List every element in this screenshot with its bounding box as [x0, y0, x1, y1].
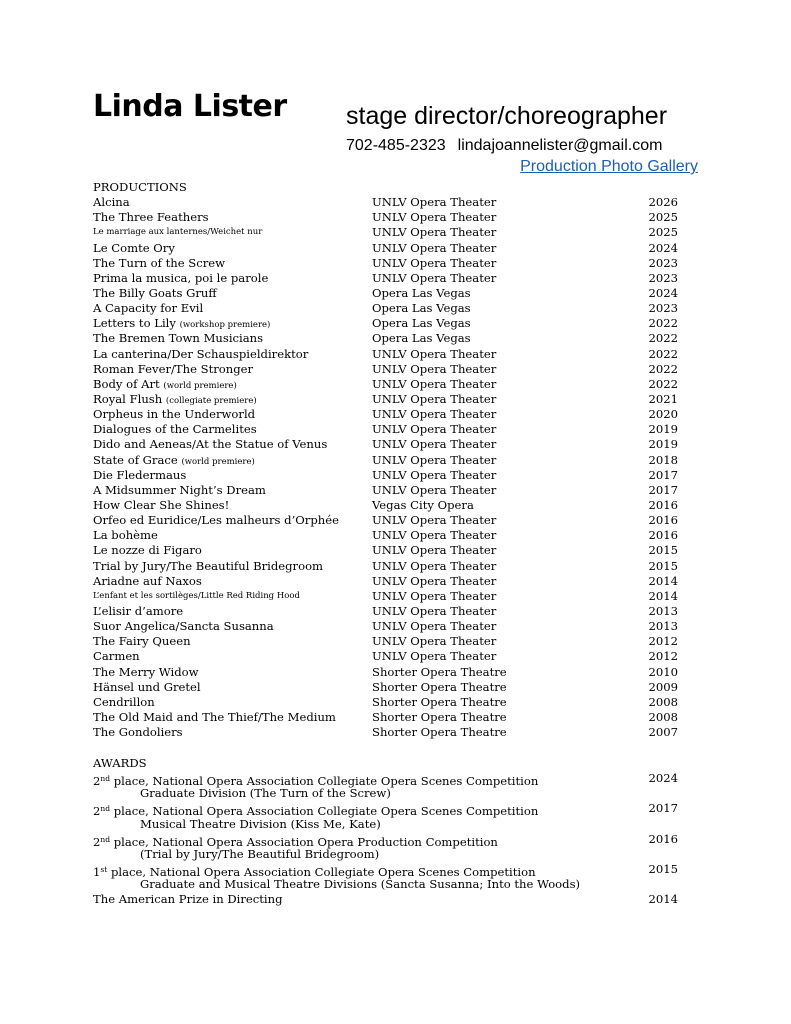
production-year: 2019 [648, 437, 678, 452]
award-year: 2017 [648, 801, 678, 816]
award-detail-row [93, 786, 693, 801]
production-year: 2025 [648, 225, 678, 240]
production-company: UNLV Opera Theater [372, 255, 497, 270]
production-company: UNLV Opera Theater [372, 452, 497, 467]
production-title [93, 407, 255, 422]
production-company: Shorter Opera Theatre [372, 709, 507, 724]
award-place-suffix: st [100, 864, 108, 874]
production-title-text: Dido and Aeneas/At the Statue of Venus [93, 437, 328, 452]
production-row [93, 407, 693, 422]
award-title [93, 892, 283, 907]
production-title-text: The Gondoliers [93, 725, 183, 740]
production-title [93, 483, 266, 498]
production-title-text: La bohème [93, 528, 158, 543]
production-title-text: Le nozze di Figaro [93, 543, 202, 558]
production-title-text: Cendrillon [93, 694, 155, 709]
production-note: (collegiate premiere) [165, 395, 257, 406]
production-title [93, 725, 183, 740]
production-row [93, 710, 693, 725]
award-year: 2024 [648, 771, 678, 786]
production-title-text: La canterina/Der Schauspieldirektor [93, 346, 309, 361]
production-row [93, 619, 693, 634]
production-title-text: The Merry Widow [93, 664, 199, 679]
production-year: 2023 [648, 301, 678, 316]
production-year: 2015 [648, 558, 678, 573]
production-year: 2007 [648, 725, 678, 740]
awards-list [93, 771, 693, 907]
production-company: UNLV Opera Theater [372, 391, 497, 406]
award-place-suffix: nd [100, 834, 111, 844]
production-title-text: The Old Maid and The Thief/The Medium [93, 709, 336, 724]
award-detail-row [93, 847, 693, 862]
email-address[interactable]: lindajoannelister@gmail.com [457, 137, 663, 154]
production-title [93, 513, 339, 528]
production-title-text: L’enfant et les sortilèges/Little Red Riding Hood [93, 590, 300, 601]
production-year: 2022 [648, 346, 678, 361]
production-title-text: The Three Feathers [93, 210, 209, 225]
production-year: 2017 [648, 482, 678, 497]
production-row [93, 331, 693, 346]
production-title-text: Die Fledermaus [93, 467, 187, 482]
award-text: The American Prize in Directing [93, 892, 283, 907]
production-note: (world premiere) [181, 456, 255, 467]
production-title [93, 362, 253, 377]
production-title [93, 331, 263, 346]
award-year: 2014 [648, 892, 678, 907]
production-row [93, 362, 693, 377]
productions-heading: PRODUCTIONS [93, 180, 187, 194]
production-company: UNLV Opera Theater [372, 240, 497, 255]
productions-section [93, 180, 693, 740]
production-title-text: Alcina [93, 195, 130, 210]
production-row [93, 483, 693, 498]
production-company: Vegas City Opera [372, 497, 474, 512]
production-title [93, 649, 140, 664]
production-row [93, 634, 693, 649]
production-row [93, 528, 693, 543]
production-title [93, 256, 225, 271]
production-title [93, 695, 155, 710]
production-title-text: Royal Flush [93, 391, 163, 406]
award-detail-row [93, 877, 693, 892]
production-title [93, 437, 327, 452]
production-title-text: Body of Art [93, 376, 160, 391]
production-year: 2024 [648, 240, 678, 255]
production-year: 2025 [648, 210, 678, 225]
production-title-text: Hänsel und Gretel [93, 679, 201, 694]
production-row [93, 589, 693, 604]
award-detail: Graduate Division (The Turn of the Screw) [140, 786, 391, 801]
production-company: UNLV Opera Theater [372, 225, 497, 240]
production-title-text: Ariadne auf Naxos [93, 573, 202, 588]
production-company: UNLV Opera Theater [372, 588, 497, 603]
production-company: UNLV Opera Theater [372, 422, 497, 437]
production-company: UNLV Opera Theater [372, 603, 497, 618]
production-year: 2023 [648, 270, 678, 285]
award-place-suffix: nd [100, 774, 111, 784]
award-place-number: 2 [93, 774, 101, 789]
production-company: Opera Las Vegas [372, 316, 471, 331]
production-year: 2016 [648, 497, 678, 512]
production-company: UNLV Opera Theater [372, 361, 497, 376]
name-heading: Linda Lister [93, 89, 287, 124]
production-title [93, 498, 229, 513]
production-title-text: The Turn of the Screw [93, 255, 226, 270]
production-company: Opera Las Vegas [372, 301, 471, 316]
production-year: 2020 [648, 407, 678, 422]
production-row [93, 210, 693, 225]
production-title-text: Carmen [93, 649, 140, 664]
production-title [93, 680, 201, 695]
award-place-number: 2 [93, 834, 101, 849]
production-company: UNLV Opera Theater [372, 482, 497, 497]
award-year: 2015 [648, 861, 678, 876]
production-company: Shorter Opera Theatre [372, 725, 507, 740]
production-row [93, 665, 693, 680]
award-text: place, National Opera Association Collegiate Opera Scenes Competition [107, 864, 536, 879]
production-company: UNLV Opera Theater [372, 634, 497, 649]
production-company: UNLV Opera Theater [372, 528, 497, 543]
production-row [93, 680, 693, 695]
production-title [93, 589, 300, 604]
production-year: 2022 [648, 316, 678, 331]
award-row [93, 892, 693, 907]
production-row [93, 195, 693, 210]
production-company: Opera Las Vegas [372, 285, 471, 300]
production-year: 2009 [648, 679, 678, 694]
production-row [93, 513, 693, 528]
production-year: 2014 [648, 573, 678, 588]
award-detail-row [93, 817, 693, 832]
production-title-text: How Clear She Shines! [93, 497, 230, 512]
award-row [93, 771, 693, 789]
production-year: 2017 [648, 467, 678, 482]
production-title [93, 574, 202, 589]
production-company: UNLV Opera Theater [372, 467, 497, 482]
production-row [93, 468, 693, 483]
award-row [93, 801, 693, 819]
production-year: 2013 [648, 603, 678, 618]
production-row [93, 377, 693, 392]
production-row [93, 453, 693, 468]
production-row [93, 725, 693, 740]
production-title [93, 286, 217, 301]
production-year: 2022 [648, 331, 678, 346]
production-row [93, 271, 693, 286]
award-row [93, 862, 693, 877]
production-title [93, 559, 323, 574]
production-year: 2008 [648, 709, 678, 724]
award-detail: Graduate and Musical Theatre Divisions (Sancta Susanna; Into the Woods) [140, 877, 581, 892]
production-year: 2008 [648, 694, 678, 709]
production-title [93, 619, 274, 634]
production-row [93, 225, 693, 240]
production-title [93, 604, 183, 619]
production-company: UNLV Opera Theater [372, 210, 497, 225]
production-company: Shorter Opera Theatre [372, 694, 507, 709]
production-title-text: Orpheus in the Underworld [93, 407, 256, 422]
production-row [93, 301, 693, 316]
production-year: 2026 [648, 195, 678, 210]
production-title [93, 210, 209, 225]
production-title-text: Letters to Lily [93, 316, 176, 331]
production-title [93, 665, 199, 680]
production-title [93, 347, 308, 362]
production-title [93, 543, 202, 558]
production-title-text: A Midsummer Night’s Dream [93, 482, 266, 497]
award-place-suffix: nd [100, 804, 111, 814]
contact-line [346, 138, 662, 154]
production-year: 2023 [648, 255, 678, 270]
production-note: (workshop premiere) [179, 320, 271, 331]
production-title [93, 634, 191, 649]
production-year: 2010 [648, 664, 678, 679]
production-row [93, 286, 693, 301]
production-row [93, 695, 693, 710]
production-year: 2022 [648, 361, 678, 376]
production-title-text: Le marriage aux lanternes/Weichet nur [93, 227, 263, 238]
production-title-text: Suor Angelica/Sancta Susanna [93, 619, 274, 634]
production-company: UNLV Opera Theater [372, 558, 497, 573]
production-row [93, 437, 693, 452]
award-text: place, National Opera Association Collegiate Opera Scenes Competition [110, 774, 539, 789]
production-year: 2014 [648, 588, 678, 603]
production-company: UNLV Opera Theater [372, 346, 497, 361]
award-place-number: 2 [93, 804, 101, 819]
production-year: 2012 [648, 634, 678, 649]
production-row [93, 559, 693, 574]
production-title-text: L’elisir d’amore [93, 603, 184, 618]
production-company: UNLV Opera Theater [372, 649, 497, 664]
award-text: place, National Opera Association Opera Production Competition [110, 834, 498, 849]
award-detail: (Trial by Jury/The Beautiful Bridegroom) [140, 846, 380, 861]
production-company: UNLV Opera Theater [372, 543, 497, 558]
production-title [93, 271, 268, 286]
production-row [93, 574, 693, 589]
production-row [93, 604, 693, 619]
award-place-number: 1 [93, 864, 101, 879]
production-title-text: State of Grace [93, 452, 178, 467]
production-year: 2022 [648, 376, 678, 391]
production-company: UNLV Opera Theater [372, 376, 497, 391]
production-row [93, 422, 693, 437]
production-year: 2015 [648, 543, 678, 558]
production-title [93, 225, 262, 240]
production-company: Shorter Opera Theatre [372, 664, 507, 679]
production-title-text: The Bremen Town Musicians [93, 331, 264, 346]
production-row [93, 543, 693, 558]
gallery-link[interactable]: Production Photo Gallery [520, 158, 698, 175]
awards-section [93, 756, 693, 907]
production-year: 2021 [648, 391, 678, 406]
role-title: stage director/choreographer [346, 102, 668, 130]
productions-list [93, 195, 693, 740]
production-title-text: Le Comte Ory [93, 240, 175, 255]
production-title [93, 528, 158, 543]
production-company: UNLV Opera Theater [372, 407, 497, 422]
phone-number: 702-485-2323 [346, 137, 446, 154]
production-company: UNLV Opera Theater [372, 437, 497, 452]
award-year: 2016 [648, 831, 678, 846]
production-note: (world premiere) [163, 380, 237, 391]
production-row [93, 498, 693, 513]
production-title [93, 710, 336, 725]
production-row [93, 392, 693, 407]
production-company: UNLV Opera Theater [372, 573, 497, 588]
production-row [93, 347, 693, 362]
production-title [93, 468, 186, 483]
production-title [93, 195, 130, 210]
production-title [93, 301, 203, 316]
production-company: UNLV Opera Theater [372, 513, 497, 528]
production-year: 2013 [648, 619, 678, 634]
production-year: 2024 [648, 285, 678, 300]
production-title-text: Prima la musica, poi le parole [93, 270, 269, 285]
production-title-text: Trial by Jury/The Beautiful Bridegroom [93, 558, 324, 573]
production-company: UNLV Opera Theater [372, 619, 497, 634]
production-year: 2012 [648, 649, 678, 664]
production-company: UNLV Opera Theater [372, 195, 497, 210]
production-year: 2016 [648, 513, 678, 528]
production-title [93, 241, 175, 256]
production-year: 2018 [648, 452, 678, 467]
production-company: UNLV Opera Theater [372, 270, 497, 285]
production-row [93, 649, 693, 664]
production-year: 2016 [648, 528, 678, 543]
production-row [93, 241, 693, 256]
production-title-text: The Fairy Queen [93, 634, 191, 649]
award-row [93, 832, 693, 847]
production-title-text: Dialogues of the Carmelites [93, 422, 257, 437]
production-row [93, 316, 693, 331]
production-title [93, 422, 257, 437]
production-title-text: The Billy Goats Gruff [93, 285, 217, 300]
award-detail: Musical Theatre Division (Kiss Me, Kate) [140, 816, 381, 831]
production-title-text: A Capacity for Evil [93, 301, 204, 316]
production-company: Opera Las Vegas [372, 331, 471, 346]
awards-heading: AWARDS [93, 756, 147, 770]
production-title-text: Orfeo ed Euridice/Les malheurs d’Orphée [93, 513, 339, 528]
production-year: 2019 [648, 422, 678, 437]
production-company: Shorter Opera Theatre [372, 679, 507, 694]
production-row [93, 256, 693, 271]
production-title-text: Roman Fever/The Stronger [93, 361, 254, 376]
award-text: place, National Opera Association Collegiate Opera Scenes Competition [110, 804, 539, 819]
